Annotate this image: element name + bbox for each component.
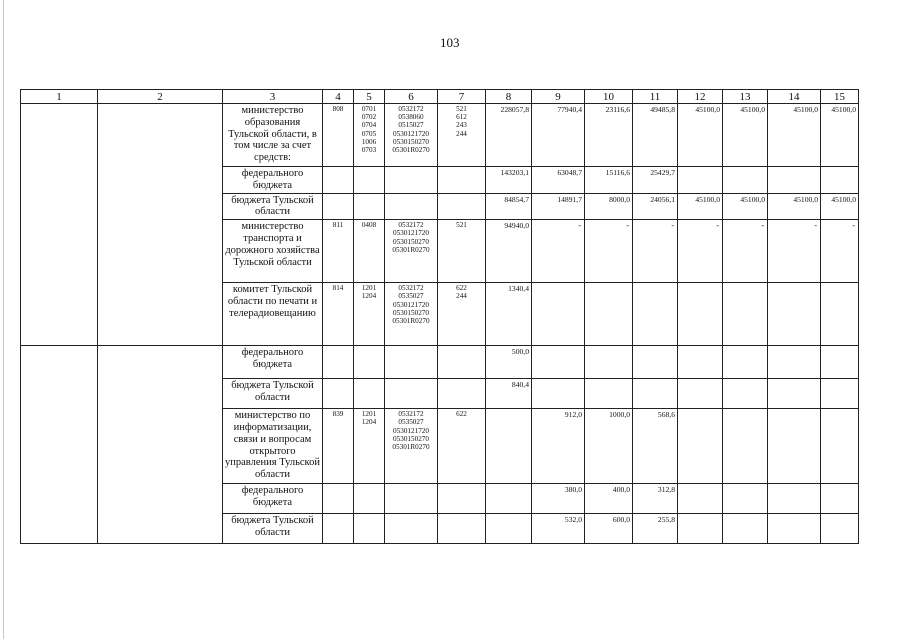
header-col-4: 4 [323, 90, 354, 104]
row-name: бюджета Тульской области [223, 379, 323, 409]
header-col-8: 8 [486, 90, 532, 104]
row-name: федерального бюджета [223, 484, 323, 514]
col8-cell: 228057,8 [486, 104, 532, 167]
col13-cell [723, 346, 768, 379]
col6-cell [385, 346, 438, 379]
col10-cell [585, 283, 633, 346]
budget-table [20, 89, 859, 544]
col12-cell [678, 484, 723, 514]
col10-cell [585, 379, 633, 409]
col4-cell [323, 379, 354, 409]
table-row [21, 104, 859, 167]
col8-cell: 1340,4 [486, 283, 532, 346]
header-col-5: 5 [354, 90, 385, 104]
col7-cell: 622 244 [438, 283, 486, 346]
col11-cell [633, 379, 678, 409]
col10-cell: 600,0 [585, 514, 633, 544]
header-col-15: 15 [821, 90, 859, 104]
col12-cell [678, 514, 723, 544]
col9-cell: 912,0 [532, 409, 585, 484]
col6-cell: 0532172 0535027 0530121720 0530150270 05301R0270 [385, 283, 438, 346]
col14-cell [768, 514, 821, 544]
col15-cell [821, 167, 859, 194]
col5-cell [354, 193, 385, 220]
row-name: министерство по информатизации, связи и вопросам открытого управления Тульской области [223, 409, 323, 484]
col12-cell [678, 167, 723, 194]
col13-cell: - [723, 220, 768, 283]
col9-cell: 532,0 [532, 514, 585, 544]
col12-cell [678, 409, 723, 484]
col10-cell: 8000,0 [585, 193, 633, 220]
header-col-10: 10 [585, 90, 633, 104]
col11-cell: 255,8 [633, 514, 678, 544]
col10-cell: 400,0 [585, 484, 633, 514]
col8-cell: 840,4 [486, 379, 532, 409]
col7-cell: 622 [438, 409, 486, 484]
col6-cell: 0532172 0538060 0515027 0530121720 0530150270 05301R0270 [385, 104, 438, 167]
header-row [21, 90, 859, 104]
col7-cell: 521 612 243 244 [438, 104, 486, 167]
col9-cell: - [532, 220, 585, 283]
col13-cell [723, 484, 768, 514]
col9-cell [532, 346, 585, 379]
col9-cell [532, 283, 585, 346]
col4-cell [323, 193, 354, 220]
col13-cell [723, 167, 768, 194]
header-col-1: 1 [21, 90, 98, 104]
col14-cell: - [768, 220, 821, 283]
col4-cell: 811 [323, 220, 354, 283]
col14-cell [768, 167, 821, 194]
col6-cell: 0532172 0535027 0530121720 0530150270 05301R0270 [385, 409, 438, 484]
header-col-3: 3 [223, 90, 323, 104]
col7-cell [438, 167, 486, 194]
col2-empty-cell [98, 346, 223, 544]
col14-cell: 45100,0 [768, 193, 821, 220]
col4-cell: 808 [323, 104, 354, 167]
col11-cell: 568,6 [633, 409, 678, 484]
row-name: комитет Тульской области по печати и телерадиовещанию [223, 283, 323, 346]
col5-cell [354, 346, 385, 379]
header-col-7: 7 [438, 90, 486, 104]
col14-cell [768, 346, 821, 379]
col11-cell: - [633, 220, 678, 283]
col6-cell: 0532172 0530121720 0530150270 05301R0270 [385, 220, 438, 283]
col12-cell: 45100,0 [678, 193, 723, 220]
col9-cell: 63048,7 [532, 167, 585, 194]
col8-cell: 84854,7 [486, 193, 532, 220]
col6-cell [385, 514, 438, 544]
col8-cell: 143203,1 [486, 167, 532, 194]
col6-cell [385, 193, 438, 220]
col12-cell [678, 283, 723, 346]
col1-empty-cell [21, 104, 98, 346]
col9-cell: 14891,7 [532, 193, 585, 220]
col4-cell: 814 [323, 283, 354, 346]
col5-cell [354, 514, 385, 544]
col12-cell: 45100,0 [678, 104, 723, 167]
col5-cell: 1201 1204 [354, 283, 385, 346]
col8-cell: 500,0 [486, 346, 532, 379]
col14-cell [768, 379, 821, 409]
col9-cell [532, 379, 585, 409]
header-col-2: 2 [98, 90, 223, 104]
col5-cell [354, 484, 385, 514]
col13-cell [723, 379, 768, 409]
col7-cell [438, 193, 486, 220]
col13-cell [723, 409, 768, 484]
page-number: 103 [440, 35, 460, 50]
col11-cell: 312,8 [633, 484, 678, 514]
table-row [21, 346, 859, 379]
col5-cell [354, 379, 385, 409]
col8-cell: 94940,0 [486, 220, 532, 283]
col15-cell [821, 283, 859, 346]
col9-cell: 380,0 [532, 484, 585, 514]
col5-cell [354, 167, 385, 194]
col13-cell: 45100,0 [723, 104, 768, 167]
col5-cell: 1201 1204 [354, 409, 385, 484]
row-name: бюджета Тульской области [223, 514, 323, 544]
col7-cell [438, 346, 486, 379]
col8-cell [486, 484, 532, 514]
col7-cell [438, 514, 486, 544]
col14-cell [768, 484, 821, 514]
col9-cell: 77940,4 [532, 104, 585, 167]
col7-cell: 521 [438, 220, 486, 283]
col15-cell: 45100,0 [821, 104, 859, 167]
col10-cell: 1000,0 [585, 409, 633, 484]
row-name: федерального бюджета [223, 167, 323, 194]
header-col-14: 14 [768, 90, 821, 104]
col5-cell: 0701 0702 0704 0705 1006 0703 [354, 104, 385, 167]
col12-cell [678, 346, 723, 379]
col12-cell [678, 379, 723, 409]
row-name: министерство транспорта и дорожного хозяйства Тульской области [223, 220, 323, 283]
header-col-12: 12 [678, 90, 723, 104]
col10-cell: - [585, 220, 633, 283]
col10-cell [585, 346, 633, 379]
col8-cell [486, 409, 532, 484]
col11-cell [633, 346, 678, 379]
col13-cell: 45100,0 [723, 193, 768, 220]
row-name: федерального бюджета [223, 346, 323, 379]
col4-cell [323, 346, 354, 379]
row-name: бюджета Тульской области [223, 193, 323, 220]
header-col-13: 13 [723, 90, 768, 104]
col15-cell [821, 346, 859, 379]
col10-cell: 15116,6 [585, 167, 633, 194]
col15-cell: 45100,0 [821, 193, 859, 220]
col12-cell: - [678, 220, 723, 283]
row-name: министерство образования Тульской области, в том числе за счет средств: [223, 104, 323, 167]
col13-cell [723, 514, 768, 544]
col14-cell [768, 409, 821, 484]
col15-cell [821, 484, 859, 514]
header-col-9: 9 [532, 90, 585, 104]
col6-cell [385, 379, 438, 409]
col4-cell [323, 514, 354, 544]
col11-cell: 49485,8 [633, 104, 678, 167]
col11-cell: 24056,1 [633, 193, 678, 220]
col4-cell [323, 484, 354, 514]
header-col-11: 11 [633, 90, 678, 104]
col2-empty-cell [98, 104, 223, 346]
col4-cell [323, 167, 354, 194]
col4-cell: 839 [323, 409, 354, 484]
col6-cell [385, 484, 438, 514]
col15-cell [821, 409, 859, 484]
col15-cell: - [821, 220, 859, 283]
col10-cell: 23116,6 [585, 104, 633, 167]
col15-cell [821, 514, 859, 544]
col14-cell: 45100,0 [768, 104, 821, 167]
col14-cell [768, 283, 821, 346]
col8-cell [486, 514, 532, 544]
col7-cell [438, 379, 486, 409]
col13-cell [723, 283, 768, 346]
col5-cell: 0408 [354, 220, 385, 283]
col7-cell [438, 484, 486, 514]
col11-cell: 25429,7 [633, 167, 678, 194]
col1-empty-cell [21, 346, 98, 544]
page-edge-line [3, 0, 4, 639]
col15-cell [821, 379, 859, 409]
col11-cell [633, 283, 678, 346]
col6-cell [385, 167, 438, 194]
header-col-6: 6 [385, 90, 438, 104]
